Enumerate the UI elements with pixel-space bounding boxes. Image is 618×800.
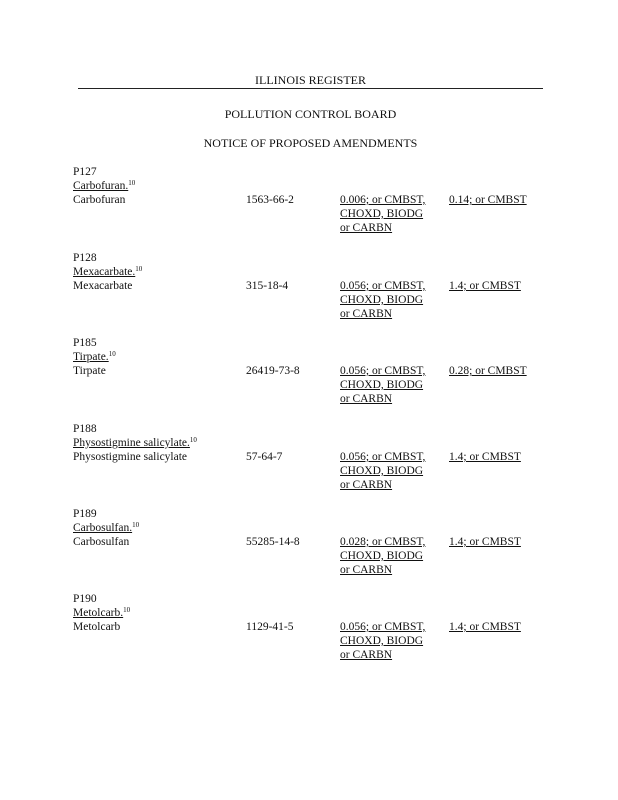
constituent-heading-name: Metolcarb. (73, 607, 124, 619)
cas-number: 1563-66-2 (246, 194, 294, 206)
constituent-heading-name: Carbofuran. (73, 180, 129, 192)
wastewater-standard (340, 279, 425, 321)
ww-line: CHOXD, BIODG (340, 635, 424, 647)
ww-line: CHOXD, BIODG (340, 294, 424, 306)
constituent-heading (73, 606, 130, 620)
board-name: POLLUTION CONTROL BOARD (224, 107, 397, 121)
ww-line: 0.006; or CMBST, (340, 194, 426, 206)
constituent-heading (73, 265, 142, 279)
ww-line: or CARBN (340, 308, 393, 320)
ww-line: CHOXD, BIODG (340, 208, 424, 220)
waste-code: P189 (73, 508, 97, 520)
waste-code: P128 (73, 252, 97, 264)
cas-number: 55285-14-8 (246, 536, 300, 548)
footnote-ref: 10 (123, 606, 131, 614)
cas-number: 1129-41-5 (246, 621, 294, 633)
footnote-ref: 10 (189, 436, 197, 444)
ww-line: or CARBN (340, 649, 393, 661)
wastewater-standard (340, 535, 425, 577)
nonwastewater-standard: 1.4; or CMBST (449, 280, 521, 292)
ww-line: CHOXD, BIODG (340, 465, 424, 477)
nonwastewater-standard: 0.14; or CMBST (449, 194, 527, 206)
ww-line: 0.056; or CMBST, (340, 451, 426, 463)
ww-line: or CARBN (340, 393, 393, 405)
ww-line: 0.056; or CMBST, (340, 365, 426, 377)
ww-line: CHOXD, BIODG (340, 550, 424, 562)
ww-line: 0.056; or CMBST, (340, 621, 426, 633)
constituent-name: Carbofuran (73, 194, 126, 206)
constituent-name: Tirpate (73, 365, 106, 377)
wastewater-standard (340, 450, 425, 492)
footnote-ref: 10 (135, 265, 143, 273)
constituent-heading (73, 436, 197, 450)
nonwastewater-standard: 0.28; or CMBST (449, 365, 527, 377)
nonwastewater-standard: 1.4; or CMBST (449, 621, 521, 633)
ww-line: 0.028; or CMBST, (340, 536, 426, 548)
footnote-ref: 10 (128, 179, 136, 187)
constituent-heading-name: Mexacarbate. (73, 266, 136, 278)
constituent-name: Carbosulfan (73, 536, 130, 548)
cas-number: 57-64-7 (246, 451, 283, 463)
nonwastewater-standard: 1.4; or CMBST (449, 536, 521, 548)
ww-line: CHOXD, BIODG (340, 379, 424, 391)
ww-line: 0.056; or CMBST, (340, 280, 426, 292)
constituent-heading-name: Carbosulfan. (73, 522, 133, 534)
nonwastewater-standard: 1.4; or CMBST (449, 451, 521, 463)
wastewater-standard (340, 364, 425, 406)
constituent-heading (73, 521, 139, 535)
constituent-heading-name: Physostigmine salicylate. (73, 437, 190, 449)
constituent-name: Physostigmine salicylate (73, 451, 188, 463)
ww-line: or CARBN (340, 222, 393, 234)
constituent-name: Mexacarbate (73, 280, 133, 292)
notice-title: NOTICE OF PROPOSED AMENDMENTS (203, 136, 418, 150)
constituent-name: Metolcarb (73, 621, 121, 633)
constituent-heading (73, 179, 135, 193)
waste-code: P188 (73, 423, 97, 435)
footnote-ref: 10 (132, 521, 140, 529)
ww-line: or CARBN (340, 564, 393, 576)
cas-number: 26419-73-8 (246, 365, 300, 377)
waste-code: P185 (73, 337, 97, 349)
constituent-heading-name: Tirpate. (73, 351, 109, 363)
wastewater-standard (340, 193, 425, 235)
footnote-ref: 10 (108, 350, 116, 358)
ww-line: or CARBN (340, 479, 393, 491)
constituent-heading (73, 350, 116, 364)
waste-code: P190 (73, 593, 97, 605)
wastewater-standard (340, 620, 425, 662)
page-header-title: ILLINOIS REGISTER (255, 73, 366, 87)
header-divider (78, 88, 543, 89)
cas-number: 315-18-4 (246, 280, 289, 292)
waste-code: P127 (73, 166, 97, 178)
